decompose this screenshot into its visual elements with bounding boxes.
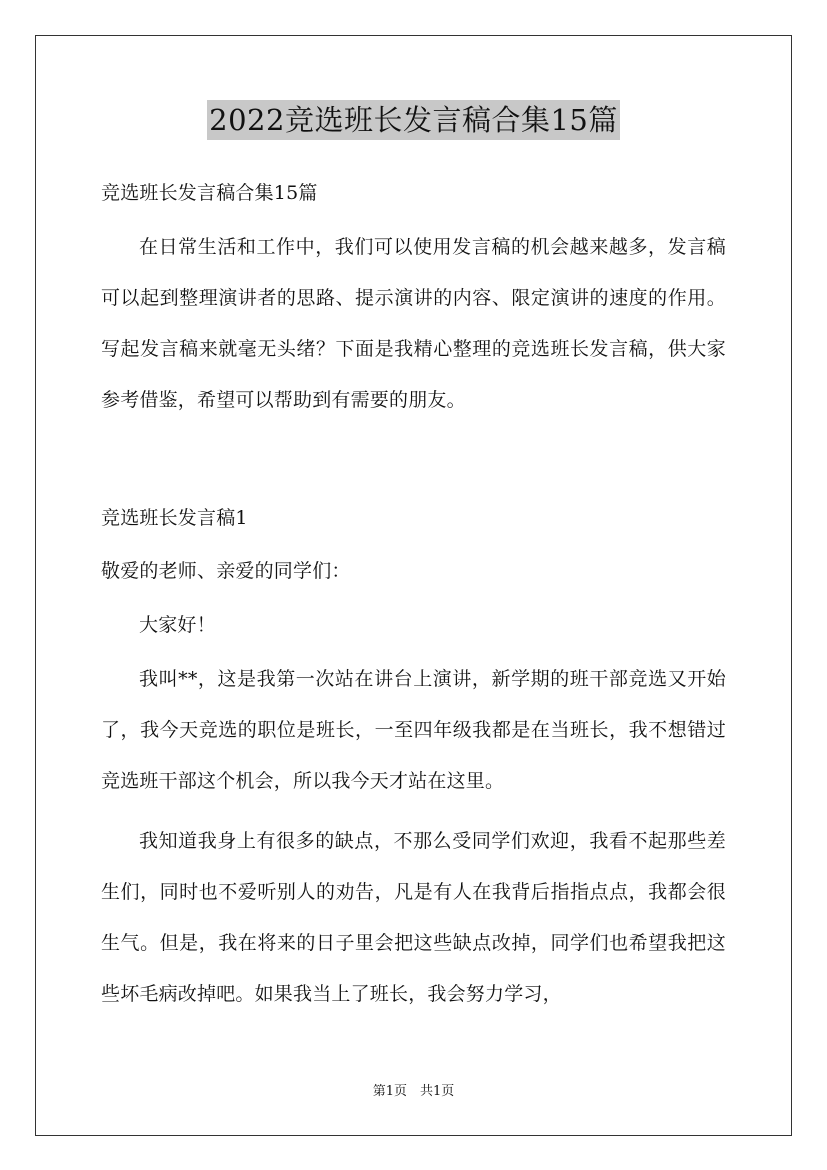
speech-paragraph-2: 我知道我身上有很多的缺点，不那么受同学们欢迎，我看不起那些差生们，同时也不爱听别人的劝告，凡是有人在我背后指指点点，我都会很生气。但是，我在将来的日子里会把这些缺点改掉，同学们也希望我把这些坏毛病改掉吧。如果我当上了班长，我会努力学习， bbox=[101, 830, 726, 1005]
document-title: 2022竞选班长发言稿合集15篇 bbox=[207, 100, 620, 140]
document-title-block bbox=[0, 100, 827, 140]
salutation: 敬爱的老师、亲爱的同学们： bbox=[101, 560, 351, 582]
greeting: 大家好！ bbox=[139, 614, 216, 636]
page-footer: 第1页 共1页 bbox=[372, 1084, 455, 1099]
intro-paragraph: 在日常生活和工作中，我们可以使用发言稿的机会越来越多，发言稿可以起到整理演讲者的思路、提示演讲的内容、限定演讲的速度的作用。写起发言稿来就毫无头绪？下面是我精心整理的竞选班长发言稿，供大家参考借鉴，希望可以帮助到有需要的朋友。 bbox=[101, 236, 726, 411]
document-subtitle: 竞选班长发言稿合集15篇 bbox=[101, 182, 318, 204]
section-heading: 竞选班长发言稿1 bbox=[101, 507, 248, 529]
speech-paragraph-1: 我叫**，这是我第一次站在讲台上演讲，新学期的班干部竞选又开始了，我今天竞选的职位是班长，一至四年级我都是在当班长，我不想错过竞选班干部这个机会，所以我今天才站在这里。 bbox=[101, 668, 726, 792]
